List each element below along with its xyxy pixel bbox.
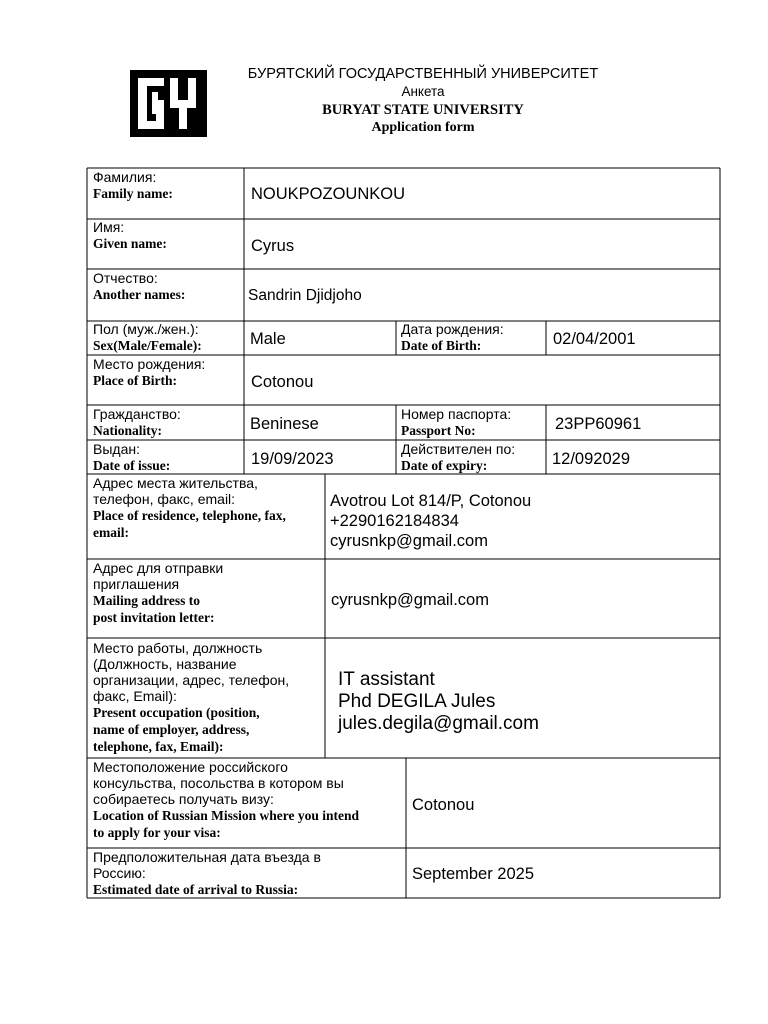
passport-no-value: 23PP60961 [555,415,642,433]
occupation-label: Место работы, должность (Должность, название организации, адрес, телефон, факс, Email): Present occupation (position, name of employer, address, telephone, fax, Email): [93,640,290,754]
university-name-ru: БУРЯТСКИЙ ГОСУДАРСТВЕННЫЙ УНИВЕРСИТЕТ [247,66,599,82]
mailing-value: cyrusnkp@gmail.com [331,591,489,609]
form-title-en: Application form [371,120,475,135]
place-of-birth-value: Cotonou [251,373,314,391]
residence-value [330,491,531,551]
passport-no-label: Номер паспорта: Passport No: [401,406,512,438]
given-name-label: Имя: Given name: [93,219,167,251]
residence-email: cyrusnkp@gmail.com [330,532,488,550]
sex-value: Male [250,330,286,348]
date-of-issue-value: 19/09/2023 [251,450,334,468]
another-names-label: Отчество: Another names: [93,270,186,302]
arrival-label: Предположительная дата въезда в Россию: Estimated date of arrival to Russia: [93,849,321,897]
another-names-value: Sandrin Djidjoho [248,287,362,304]
mailing-label: Адрес для отправки приглашения Mailing address to post invitation letter: [93,560,224,625]
family-name-value: NOUKPOZOUNKOU [251,185,406,203]
given-name-value: Cyrus [251,237,295,255]
occupation-email: jules.degila@gmail.com [338,713,539,734]
occupation-value [338,669,539,735]
university-name-en: BURYAT STATE UNIVERSITY [322,102,524,118]
residence-label: Адрес места жительства, телефон, факс, email: Place of residence, telephone, fax, email: [93,475,286,540]
occupation-employer: Phd DEGILA Jules [338,691,496,712]
mission-label: Местоположение российского консульства, посольства в котором вы собираетесь получать визу: Location of Russian Mission where you intend to apply for your visa: [93,759,360,840]
date-of-expiry-value: 12/092029 [552,450,630,468]
date-of-birth-label: Дата рождения: Date of Birth: [401,321,504,353]
form-title-ru: Анкета [401,84,445,99]
date-of-issue-label: Выдан: Date of issue: [93,441,171,473]
sex-label: Пол (муж./жен.): Sex(Male/Female): [93,321,202,353]
university-logo [130,70,207,137]
occupation-position: IT assistant [338,669,435,690]
nationality-value: Beninese [250,415,319,433]
family-name-label: Фамилия: Family name: [93,169,173,201]
mission-value: Cotonou [412,796,475,814]
place-of-birth-label: Место рождения: Place of Birth: [93,356,206,388]
nationality-label: Гражданство: Nationality: [93,406,181,438]
residence-address: Avotrou Lot 814/P, Cotonou [330,492,532,510]
date-of-birth-value: 02/04/2001 [553,330,636,348]
arrival-value: September 2025 [412,865,535,883]
date-of-expiry-label: Действителен по: Date of expiry: [401,441,516,473]
residence-phone: +2290162184834 [330,512,459,530]
